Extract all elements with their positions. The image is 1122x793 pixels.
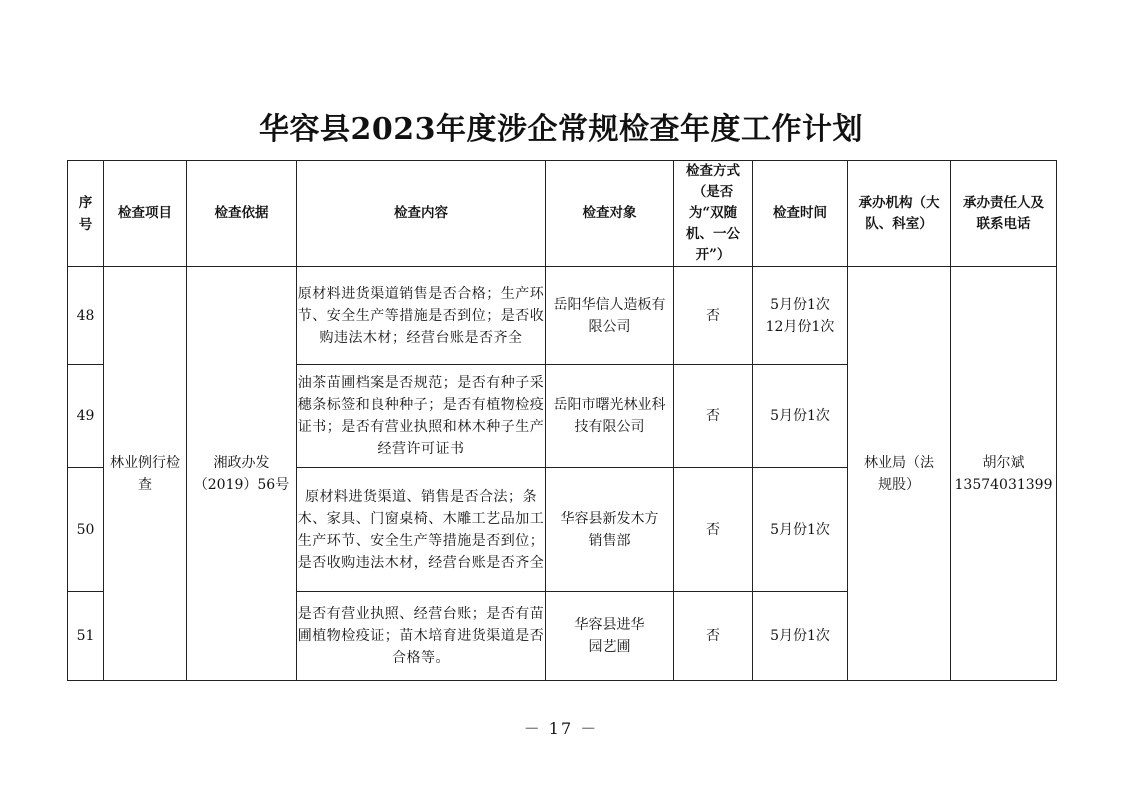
row-time: 5月份1次 [753, 365, 848, 468]
header-org: 承办机构（大队、科室） [848, 161, 951, 267]
header-time: 检查时间 [753, 161, 848, 267]
row-method: 否 [674, 365, 753, 468]
page-title: 华容县2023年度涉企常规检查年度工作计划 [259, 112, 863, 147]
contact-phone: 13574031399 [954, 476, 1053, 493]
row-method: 否 [674, 592, 753, 681]
header-seq: 序号 [68, 161, 104, 267]
responsible-contact [951, 267, 1057, 681]
row-time: 5月份1次 12月份1次 [753, 267, 848, 365]
header-basis: 检查依据 [187, 161, 297, 267]
page-number: － 17 － [523, 719, 599, 738]
row-content: 油茶苗圃档案是否规范；是否有种子采穗条标签和良种种子；是否有植物检疫证书；是否有营业执照和林木种子生产经营许可证书 [297, 365, 546, 468]
row-method: 否 [674, 468, 753, 592]
header-target: 检查对象 [546, 161, 674, 267]
row-content: 是否有营业执照、经营台账；是否有苗圃植物检疫证；苗木培育进货渠道是否合格等。 [297, 592, 546, 681]
row-seq: 49 [68, 365, 104, 468]
row-content: 原材料进货渠道销售是否合格；生产环节、安全生产等措施是否到位；是否收购违法木材；经营台账是否齐全 [297, 267, 546, 365]
row-target: 华容县新发木方销售部 [546, 468, 674, 592]
header-item: 检查项目 [104, 161, 187, 267]
row-seq: 51 [68, 592, 104, 681]
row-seq: 48 [68, 267, 104, 365]
row-seq: 50 [68, 468, 104, 592]
inspection-basis: 湘政办发（2019）56号 [187, 267, 297, 681]
responsible-org: 林业局（法规股） [848, 267, 951, 681]
inspection-plan-table [67, 160, 1057, 681]
row-method: 否 [674, 267, 753, 365]
row-content: 原材料进货渠道、销售是否合法；条木、家具、门窗桌椅、木雕工艺品加工生产环节、安全生产等措施是否到位；是否收购违法木材，经营台账是否齐全 [297, 468, 546, 592]
table-header-row [68, 161, 1057, 267]
row-time: 5月份1次 [753, 468, 848, 592]
row-target: 华容县进华园艺圃 [546, 592, 674, 681]
header-contact: 承办责任人及联系电话 [951, 161, 1057, 267]
header-method: 检查方式（是否为“双随机、一公开”） [674, 161, 753, 267]
contact-name: 胡尔斌 [982, 454, 1025, 471]
row-target: 岳阳市曙光林业科技有限公司 [546, 365, 674, 468]
header-content: 检查内容 [297, 161, 546, 267]
inspection-item: 林业例行检查 [104, 267, 187, 681]
row-time: 5月份1次 [753, 592, 848, 681]
table-row [68, 267, 1057, 365]
row-target: 岳阳华信人造板有限公司 [546, 267, 674, 365]
